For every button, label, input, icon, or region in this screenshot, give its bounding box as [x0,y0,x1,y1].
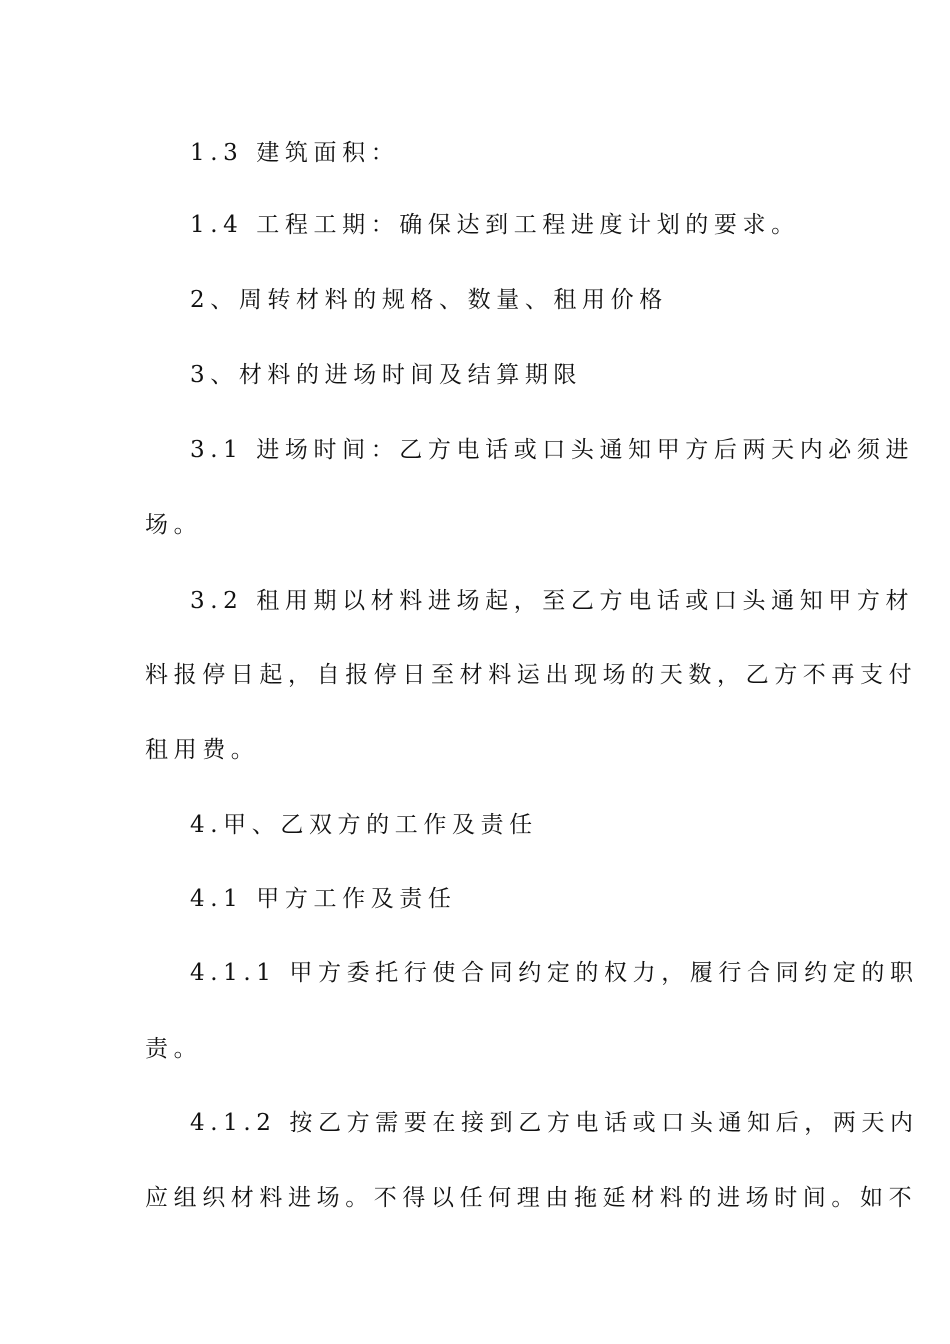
paragraph-1-4: 1.4 工程工期：确保达到工程进度计划的要求。 [190,212,800,238]
paragraph-3: 3、材料的进场时间及结算期限 [190,362,583,388]
paragraph-4-1-1-line-1: 4.1.1 甲方委托行使合同约定的权力，履行合同约定的职 [190,960,919,986]
paragraph-2: 2、周转材料的规格、数量、租用价格 [190,287,668,313]
paragraph-1-3: 1.3 建筑面积： [190,140,400,166]
paragraph-4-1-2-line-1: 4.1.2 按乙方需要在接到乙方电话或口头通知后，两天内 [190,1110,919,1136]
paragraph-3-1-line-1: 3.1 进场时间：乙方电话或口头通知甲方后两天内必须进 [190,437,915,463]
paragraph-4-1: 4.1 甲方工作及责任 [190,886,457,912]
paragraph-4-1-1-line-2: 责。 [145,1036,203,1062]
paragraph-3-2-line-1: 3.2 租用期以材料进场起，至乙方电话或口头通知甲方材 [190,588,915,614]
paragraph-3-1-line-2: 场。 [145,512,203,538]
paragraph-3-2-line-3: 租用费。 [145,737,260,763]
paragraph-3-2-line-2: 料报停日起，自报停日至材料运出现场的天数，乙方不再支付 [145,662,918,688]
paragraph-4: 4.甲、乙双方的工作及责任 [190,812,538,838]
paragraph-4-1-2-line-2: 应组织材料进场。不得以任何理由拖延材料的进场时间。如不 [145,1185,918,1211]
